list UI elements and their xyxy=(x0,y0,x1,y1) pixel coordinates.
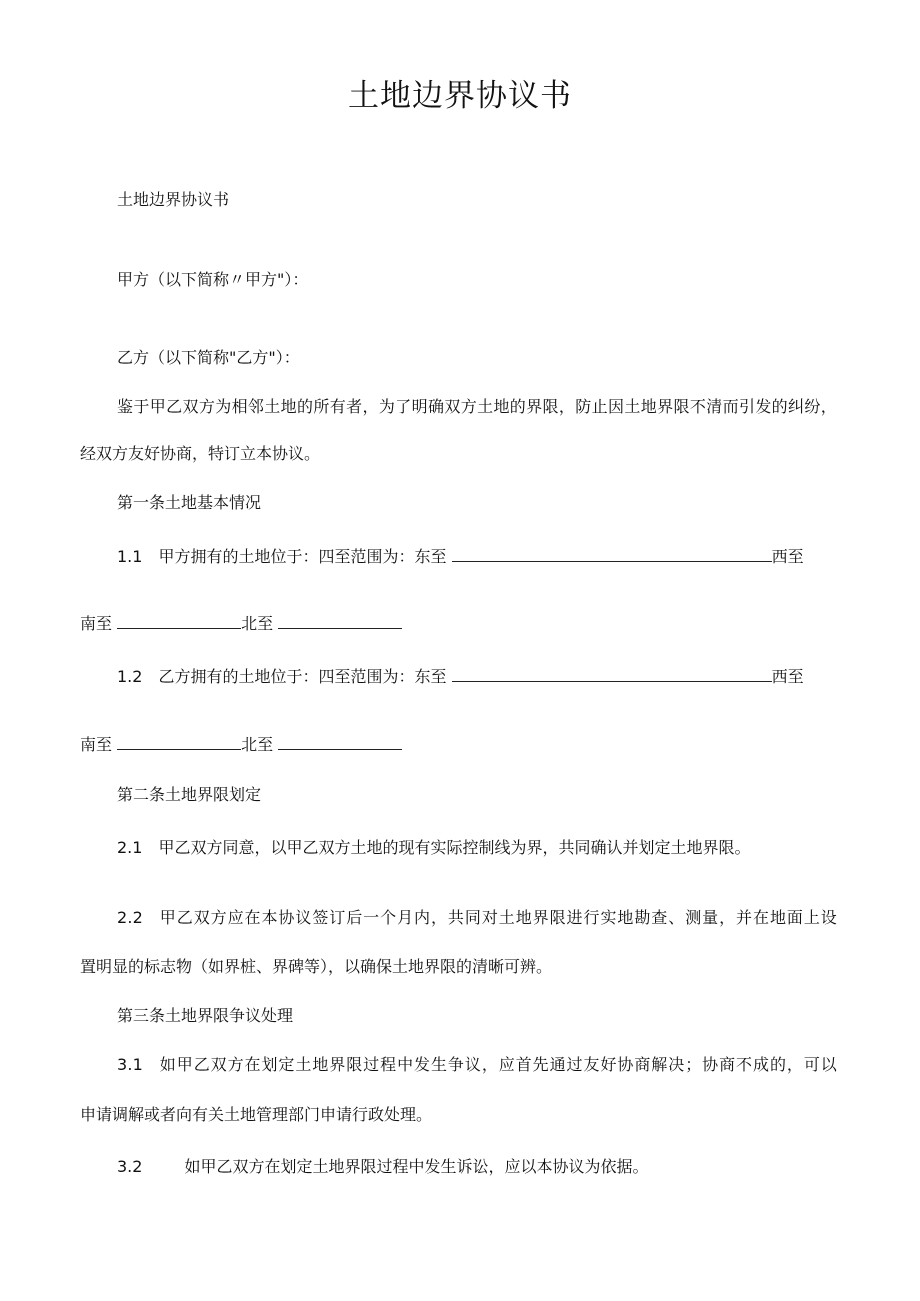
party-a-line: 甲方（以下简称〃甲方"）： xyxy=(117,270,309,289)
party-b-line: 乙方（以下简称"乙方"）： xyxy=(117,348,300,367)
clause-3-2 xyxy=(117,1155,648,1179)
clause-text: 如甲乙双方在划定土地界限过程中发生诉讼，应以本协议为依据。 xyxy=(184,1157,649,1176)
north-boundary-blank[interactable] xyxy=(278,612,402,629)
clause-3-1-line-2: 申请调解或者向有关土地管理部门申请行政处理。 xyxy=(80,1105,433,1124)
north-label: 北至 xyxy=(241,614,274,633)
north-boundary-blank[interactable] xyxy=(278,733,402,750)
clause-2-2-line-1 xyxy=(117,906,837,930)
clause-number: 1.1 xyxy=(117,547,143,566)
south-boundary-blank[interactable] xyxy=(117,733,241,750)
clause-number: 2.2 xyxy=(117,908,144,927)
clause-1-1-south-north xyxy=(80,612,402,636)
clause-number: 2.1 xyxy=(117,838,143,857)
clause-number: 1.2 xyxy=(117,667,143,686)
clause-1-1 xyxy=(117,545,804,569)
east-boundary-blank[interactable] xyxy=(452,665,772,682)
clause-text: 乙方拥有的土地位于：四至范围为：东至 xyxy=(158,667,447,686)
article-2-heading: 第二条土地界限划定 xyxy=(117,785,262,804)
north-label: 北至 xyxy=(241,735,274,754)
preamble-line-1: 鉴于甲乙双方为相邻土地的所有者，为了明确双方土地的界限，防止因土地界限不清而引发的纠纷， xyxy=(117,397,837,416)
clause-2-1 xyxy=(117,836,750,860)
clause-text: 甲方拥有的土地位于：四至范围为：东至 xyxy=(158,547,447,566)
clause-3-1-line-1 xyxy=(117,1053,837,1077)
clause-text: 甲乙双方同意，以甲乙双方土地的现有实际控制线为界，共同确认并划定土地界限。 xyxy=(158,838,751,857)
east-boundary-blank[interactable] xyxy=(452,545,772,562)
clause-number: 3.1 xyxy=(117,1055,144,1074)
west-label: 西至 xyxy=(771,547,804,566)
preamble-line-2: 经双方友好协商，特订立本协议。 xyxy=(80,444,321,463)
west-label: 西至 xyxy=(771,667,804,686)
south-label: 南至 xyxy=(80,735,113,754)
article-1-heading: 第一条土地基本情况 xyxy=(117,493,262,512)
clause-number: 3.2 xyxy=(117,1157,143,1176)
south-label: 南至 xyxy=(80,614,113,633)
document-title: 土地边界协议书 xyxy=(348,78,572,114)
clause-1-2-south-north xyxy=(80,733,402,757)
clause-text: 如甲乙双方在划定土地界限过程中发生争议，应首先通过友好协商解决；协商不成的，可以 xyxy=(159,1055,837,1074)
clause-1-2 xyxy=(117,665,804,689)
clause-text: 甲乙双方应在本协议签订后一个月内，共同对土地界限进行实地勘查、测量，并在地面上设 xyxy=(159,908,837,927)
document-subtitle: 土地边界协议书 xyxy=(117,190,230,209)
article-3-heading: 第三条土地界限争议处理 xyxy=(117,1006,294,1025)
south-boundary-blank[interactable] xyxy=(117,612,241,629)
clause-2-2-line-2: 置明显的标志物（如界桩、界碑等），以确保土地界限的清晰可辨。 xyxy=(80,957,553,976)
